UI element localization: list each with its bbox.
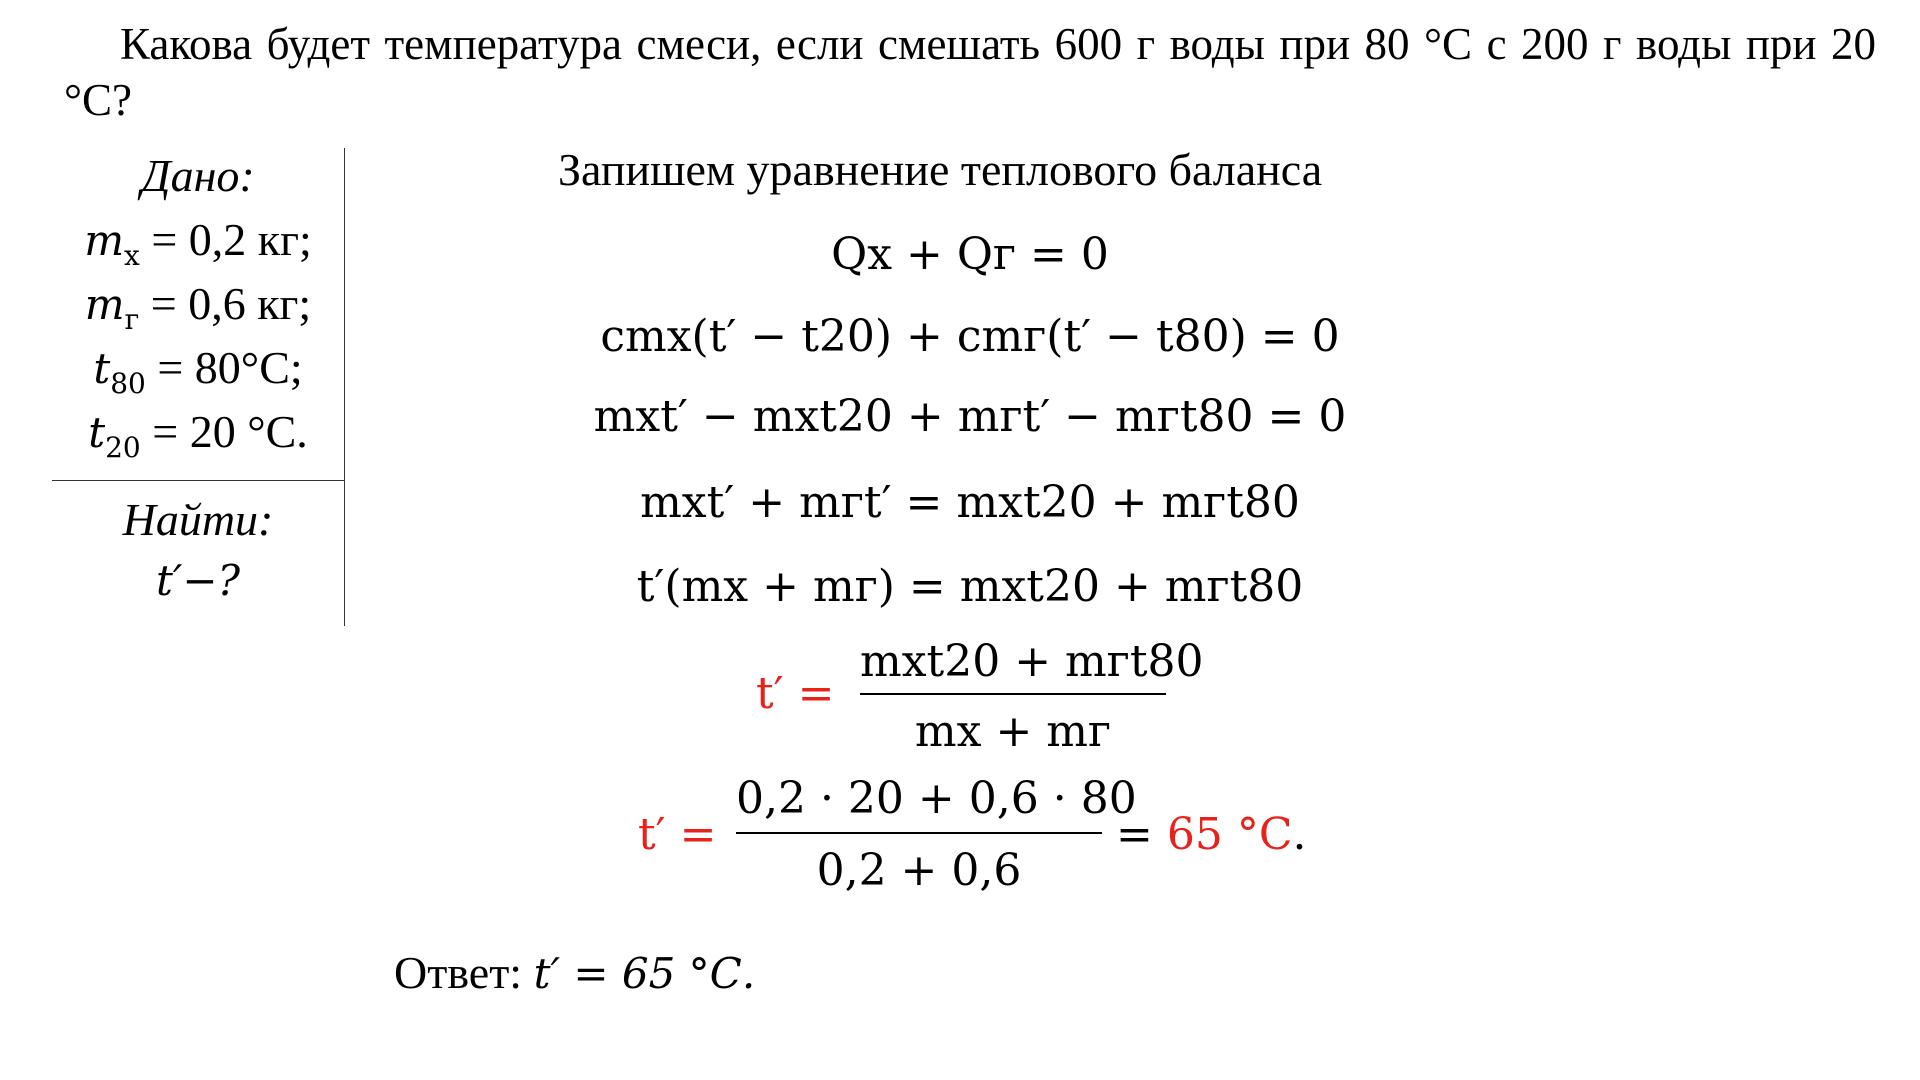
equation-rearranged: mхt′ + mгt′ = mхt20 + mгt80 (640, 477, 1300, 528)
result-denominator: 0,2 + 0,6 (816, 845, 1022, 896)
equation-expanded: cmх(t′ − t20) + cmг(t′ − t80) = 0 (600, 311, 1340, 362)
given-line-t80: $t_{80} = 80^\circ С$; (93, 342, 303, 400)
given-line-t20: $t_{20} = 20$ °С. (88, 406, 308, 464)
given-line-mx: $m_х = 0,2$ кг; (84, 214, 312, 272)
given-block (52, 148, 345, 626)
problem-statement: Какова будет температура смеси, если смешать 600 г воды при 80 °С с 200 г воды при 20 °С? (64, 19, 1876, 125)
given-divider (52, 480, 344, 481)
formula-numerator: mхt20 + mгt80 (860, 636, 1204, 687)
formula-denominator: mх + mг (914, 706, 1112, 757)
formula-lhs: t′ = (756, 668, 835, 719)
find-title: Найти: (122, 494, 274, 545)
result-fraction-bar (736, 832, 1102, 834)
answer-label: Ответ: (394, 947, 523, 998)
equation-heat-balance: Qх + Qг = 0 (831, 229, 1109, 280)
result-numerator: 0,2 · 20 + 0,6 · 80 (736, 773, 1137, 824)
equation-distributed: mхt′ − mхt20 + mгt′ − mгt80 = 0 (593, 391, 1347, 442)
answer-expression: t′ = 65 °С. (533, 949, 756, 998)
result-value: = 65 °С. (1116, 809, 1307, 860)
given-title: Дано: (141, 150, 255, 201)
result-lhs: t′ = (638, 809, 717, 860)
formula-fraction-bar (860, 693, 1166, 695)
find-expression: t′−? (155, 556, 241, 605)
solution-title: Запишем уравнение теплового баланса (558, 144, 1323, 195)
answer-line (394, 944, 755, 1003)
given-line-mg: $m_г = 0,6$ кг; (84, 278, 312, 336)
equation-factored: t′(mх + mг) = mхt20 + mгt80 (636, 561, 1304, 612)
